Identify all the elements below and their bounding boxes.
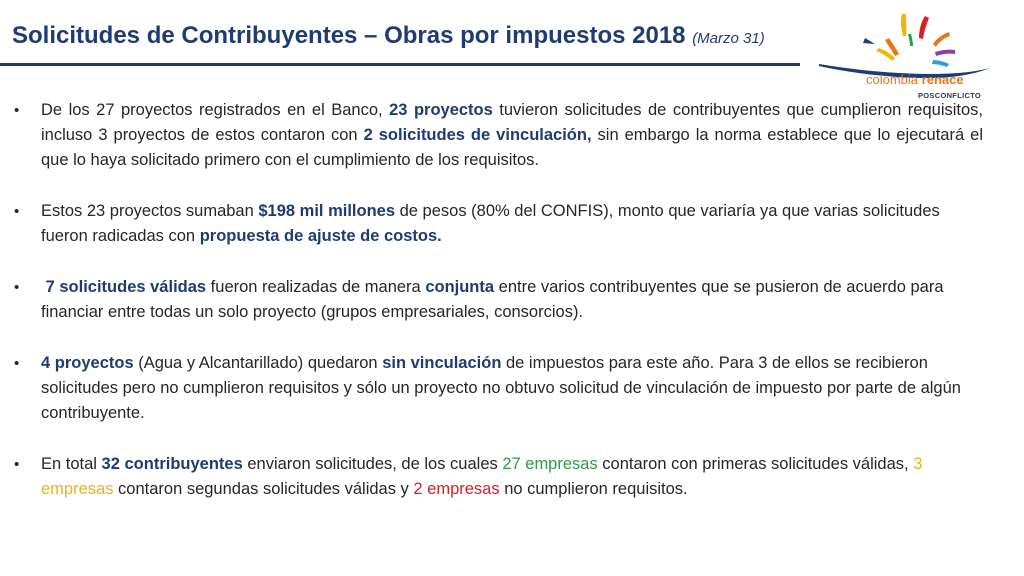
highlight-4-proyectos: 4 proyectos xyxy=(41,354,134,372)
logo-wordmark xyxy=(866,72,964,87)
text-run: de impuestos para este año. Para 3 de ellos se recibieron solicitudes pero no cumplieron requisitos y sólo un proyecto no obtuvo solicitud de vinculación de impuesto por parte de algún contribuyente. xyxy=(41,354,961,422)
text-run: enviaron solicitudes, de los cuales xyxy=(242,455,503,473)
text-run: En total xyxy=(41,455,102,473)
highlight-solicitudes-validas: 7 solicitudes válidas xyxy=(45,278,207,296)
page-title xyxy=(12,22,765,50)
bullet-list xyxy=(0,98,1024,528)
logo-word-renace: renace xyxy=(921,72,964,87)
title-underline xyxy=(0,63,800,66)
bullet-item-5 xyxy=(0,452,983,502)
text-run: contaron con primeras solicitudes válidas, xyxy=(597,455,914,473)
text-run: (Agua y Alcantarillado) quedaron xyxy=(133,354,383,372)
bullet-item-3 xyxy=(0,275,983,325)
logo-tagline: POSCONFLICTO xyxy=(918,91,982,100)
highlight-solicitudes-vinculacion: 2 solicitudes de vinculación, xyxy=(363,126,592,144)
highlight-conjunta: conjunta xyxy=(425,278,495,296)
logo-word-colombia: colombia xyxy=(866,72,919,87)
bullet-dot: • xyxy=(14,102,20,119)
highlight-32-contribuyentes: 32 contribuyentes xyxy=(101,455,243,473)
highlight-27-empresas: 27 empresas xyxy=(502,455,598,473)
text-run: De los 27 proyectos registrados en el Banco, xyxy=(41,101,390,119)
colombia-renace-logo xyxy=(815,8,1015,108)
bullet-dot: • xyxy=(14,355,20,372)
bullet-dot: • xyxy=(14,203,20,220)
text-run: contaron segundas solicitudes válidas y xyxy=(113,480,414,498)
highlight-2-empresas: 2 empresas xyxy=(413,480,500,498)
text-run: tuvieron solicitudes de contribuyentes que cumplieron requisitos, incluso 3 proyectos de estos contaron con xyxy=(41,101,984,144)
sunburst-icon xyxy=(863,14,955,67)
text-run: de pesos (80% del CONFIS), monto que variaría ya que varias solicitudes fueron radicadas con xyxy=(41,202,940,245)
bullet-item-1 xyxy=(0,98,983,173)
highlight-23-proyectos: 23 proyectos xyxy=(389,101,493,119)
highlight-ajuste-costos: propuesta de ajuste de costos. xyxy=(199,227,442,245)
text-run: entre varios contribuyentes que se pusieron de acuerdo para financiar entre todas un solo proyecto (grupos empresariales, consorcios). xyxy=(41,278,944,321)
text-run: no cumplieron requisitos. xyxy=(499,480,688,498)
bullet-dot: • xyxy=(14,456,20,473)
title-date: (Marzo 31) xyxy=(692,30,765,47)
text-run: Estos 23 proyectos sumaban xyxy=(41,202,259,220)
highlight-sin-vinculacion: sin vinculación xyxy=(382,354,502,372)
highlight-3-empresas: 3 empresas xyxy=(41,455,923,498)
bullet-dot: • xyxy=(14,279,20,296)
text-run: fueron realizadas de manera xyxy=(206,278,426,296)
title-text: Solicitudes de Contribuyentes – Obras por impuestos 2018 xyxy=(12,22,686,49)
text-run: sin embargo la norma establece que lo ejecutará el que lo haya solicitado primero con el cumplimiento de los requisitos. xyxy=(41,126,983,169)
bullet-item-4 xyxy=(0,351,983,426)
highlight-monto: $198 mil millones xyxy=(258,202,396,220)
bullet-item-2 xyxy=(0,199,983,249)
